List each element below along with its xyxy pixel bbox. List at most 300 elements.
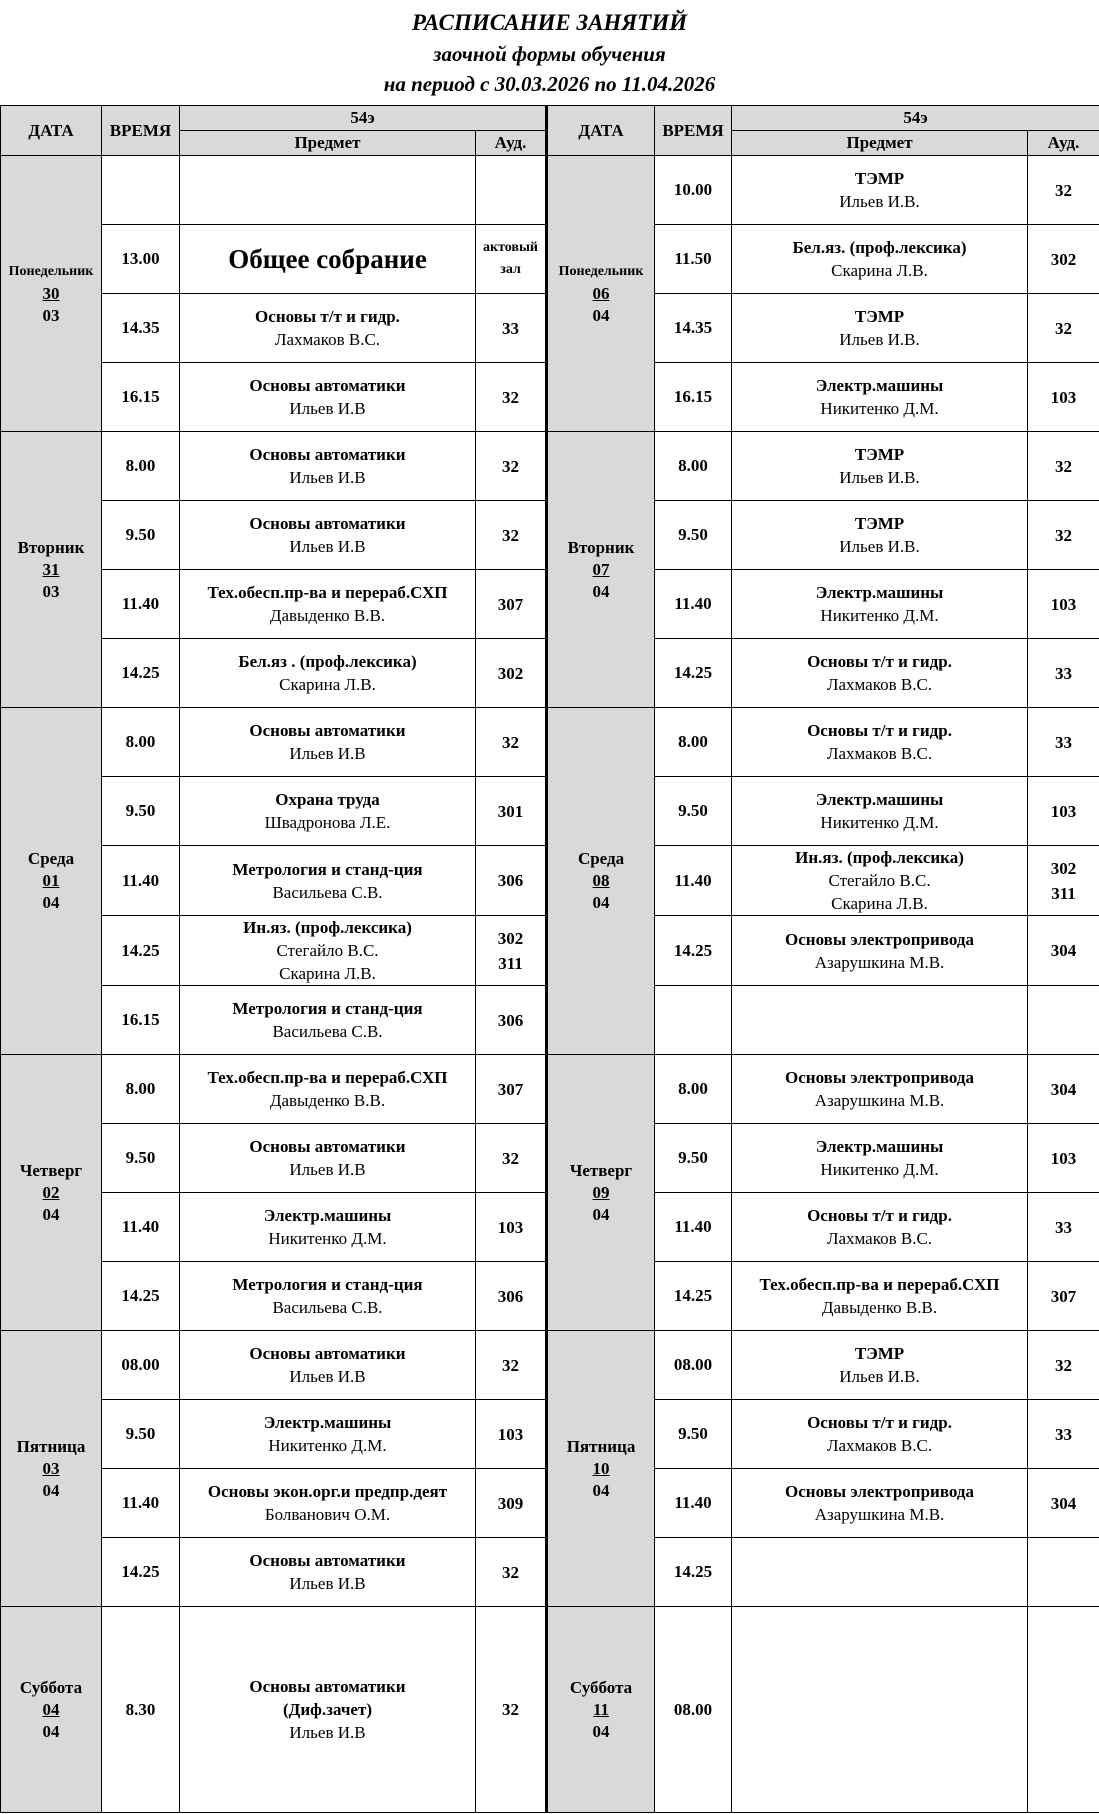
room-cell bbox=[476, 363, 547, 432]
schedule-table bbox=[0, 105, 1099, 1813]
col-header-time: ВРЕМЯ bbox=[102, 106, 180, 156]
day-number: 06 bbox=[592, 283, 610, 303]
day-name: Вторник bbox=[567, 537, 635, 557]
room-number: 32 bbox=[1055, 525, 1073, 545]
general-meeting-cell: Общее собрание bbox=[180, 225, 476, 294]
subject-name: Основы т/т и гидр. bbox=[807, 652, 952, 671]
day-number: 30 bbox=[42, 283, 60, 303]
month-number: 04 bbox=[592, 1721, 610, 1741]
lesson-subject-cell bbox=[180, 916, 476, 986]
room-number: 32 bbox=[1055, 1355, 1073, 1375]
lesson-subject-cell bbox=[732, 1331, 1028, 1400]
subject-name: Электр.машины bbox=[815, 790, 944, 809]
schedule-row bbox=[1, 1055, 1099, 1124]
lesson-subject-cell bbox=[732, 1124, 1028, 1193]
lesson-subject-cell bbox=[180, 1607, 476, 1813]
subject-name: Тех.обесп.пр-ва и перераб.СХП bbox=[759, 1275, 1000, 1294]
room-number: 301 bbox=[497, 801, 524, 821]
lesson-subject-cell bbox=[180, 1331, 476, 1400]
room-number: 304 bbox=[1050, 1079, 1077, 1099]
lesson-time: 11.40 bbox=[655, 1469, 732, 1538]
teacher-name: Васильева С.В. bbox=[272, 1298, 383, 1317]
lesson-time: 9.50 bbox=[102, 1400, 180, 1469]
day-number: 03 bbox=[42, 1458, 60, 1478]
teacher-name: Давыденко В.В. bbox=[269, 1091, 386, 1110]
day-cell bbox=[1, 708, 102, 1055]
room-number: 302 bbox=[1050, 249, 1077, 269]
room-cell bbox=[476, 1331, 547, 1400]
room-cell bbox=[1028, 1607, 1099, 1813]
room-cell bbox=[1028, 294, 1099, 363]
teacher-name: Никитенко Д.М. bbox=[820, 606, 939, 625]
lesson-time: 11.40 bbox=[102, 1193, 180, 1262]
room-cell bbox=[476, 432, 547, 501]
day-name: Пятница bbox=[16, 1436, 86, 1456]
day-name: Среда bbox=[27, 849, 75, 868]
teacher-name: Ильев И.В bbox=[289, 399, 366, 418]
subject-name: Метрология и станд-ция bbox=[232, 999, 423, 1018]
lesson-time: 14.25 bbox=[655, 639, 732, 708]
lesson-subject-cell bbox=[180, 570, 476, 639]
room-number: 32 bbox=[502, 1700, 519, 1719]
room-cell bbox=[1028, 1400, 1099, 1469]
teacher-name: Стегайло В.С. bbox=[828, 871, 931, 890]
subject-name: Основы автоматики bbox=[249, 1677, 406, 1696]
lesson-subject-cell bbox=[180, 986, 476, 1055]
teacher-name: Ильев И.В. bbox=[839, 468, 920, 487]
subject-name: Основы электропривода bbox=[785, 1482, 975, 1501]
col-header-room: Ауд. bbox=[1028, 131, 1099, 156]
room-cell bbox=[476, 156, 547, 225]
lesson-subject-cell bbox=[732, 916, 1028, 986]
subject-name: Основы т/т и гидр. bbox=[807, 721, 952, 740]
subject-name: Основы электропривода bbox=[785, 1068, 975, 1087]
teacher-name: Ильев И.В bbox=[289, 1723, 366, 1742]
subject-name: ТЭМР bbox=[854, 514, 905, 533]
subject-name: Метрология и станд-ция bbox=[232, 859, 423, 879]
lesson-time: 11.40 bbox=[655, 570, 732, 639]
day-cell bbox=[547, 1607, 655, 1813]
lesson-subject-cell bbox=[180, 1124, 476, 1193]
room-cell bbox=[1028, 846, 1099, 916]
room-number: 32 bbox=[502, 732, 519, 752]
teacher-name: Никитенко Д.М. bbox=[820, 813, 939, 832]
month-number: 04 bbox=[592, 1480, 610, 1500]
day-cell bbox=[547, 708, 655, 1055]
day-number: 31 bbox=[42, 559, 60, 579]
lesson-subject-cell bbox=[732, 225, 1028, 294]
lesson-time bbox=[655, 986, 732, 1055]
teacher-name: Никитенко Д.М. bbox=[820, 1160, 939, 1179]
lesson-subject-cell bbox=[180, 501, 476, 570]
subject-name: Ин.яз. (проф.лексика) bbox=[243, 918, 412, 937]
room-number: 307 bbox=[497, 594, 524, 614]
period-label: на период с 30.03.2026 по 11.04.2026 bbox=[383, 72, 716, 96]
room-number: 32 bbox=[1055, 180, 1073, 200]
room-number: 32 bbox=[502, 1148, 519, 1168]
col-header-date: ДАТА bbox=[547, 106, 655, 156]
room-number: 302 bbox=[1050, 858, 1077, 878]
subject-name: Электр.машины bbox=[815, 583, 944, 602]
lesson-time: 11.40 bbox=[102, 570, 180, 639]
teacher-name: Скарина Л.В. bbox=[279, 675, 376, 694]
lesson-time: 14.25 bbox=[102, 639, 180, 708]
room-cell bbox=[476, 639, 547, 708]
room-cell bbox=[476, 916, 547, 986]
lesson-subject-cell bbox=[732, 708, 1028, 777]
day-name: Понедельник bbox=[8, 263, 94, 279]
day-name: Вторник bbox=[17, 537, 85, 557]
lesson-subject-cell bbox=[180, 1400, 476, 1469]
lesson-time: 16.15 bbox=[102, 363, 180, 432]
lesson-subject-cell bbox=[180, 639, 476, 708]
day-cell bbox=[547, 156, 655, 432]
day-name: Пятница bbox=[566, 1436, 636, 1456]
lesson-time: 8.00 bbox=[102, 708, 180, 777]
lesson-time: 14.25 bbox=[655, 1262, 732, 1331]
subject-name: ТЭМР bbox=[854, 445, 905, 464]
lesson-subject-cell bbox=[732, 986, 1028, 1055]
day-name: Среда bbox=[577, 849, 625, 868]
lesson-time: 9.50 bbox=[102, 1124, 180, 1193]
room-cell bbox=[476, 1262, 547, 1331]
lesson-subject-cell bbox=[180, 1193, 476, 1262]
lesson-time: 14.25 bbox=[655, 1538, 732, 1607]
subject-name: Основы автоматики bbox=[249, 376, 406, 395]
room-cell bbox=[1028, 1262, 1099, 1331]
subject-name: Тех.обесп.пр-ва и перераб.СХП bbox=[207, 1068, 448, 1087]
day-cell bbox=[1, 156, 102, 432]
room-number: 33 bbox=[1055, 1217, 1073, 1237]
lesson-subject-cell bbox=[732, 1262, 1028, 1331]
subject-name: Основы автоматики bbox=[249, 721, 406, 740]
subject-name: Электр.машины bbox=[815, 376, 944, 395]
teacher-name: Ильев И.В bbox=[289, 1367, 366, 1386]
subject-name: Основы автоматики bbox=[249, 1551, 406, 1570]
day-cell bbox=[547, 1331, 655, 1607]
room-cell bbox=[1028, 1331, 1099, 1400]
room-number: 33 bbox=[1055, 663, 1073, 683]
room-number: 306 bbox=[497, 1010, 524, 1030]
month-number: 04 bbox=[42, 1204, 60, 1224]
room-cell bbox=[476, 708, 547, 777]
subject-name: Основы экон.орг.и предпр.деят bbox=[207, 1482, 448, 1501]
teacher-name: Давыденко В.В. bbox=[269, 606, 386, 625]
room-cell bbox=[1028, 986, 1099, 1055]
col-header-group: 54э bbox=[732, 106, 1099, 131]
room-cell bbox=[1028, 639, 1099, 708]
col-header-subject: Предмет bbox=[180, 131, 476, 156]
lesson-time: 08.00 bbox=[102, 1331, 180, 1400]
subject-name: Основы автоматики bbox=[249, 514, 406, 533]
lesson-time: 14.25 bbox=[102, 1262, 180, 1331]
month-number: 04 bbox=[42, 1480, 60, 1500]
teacher-name: Стегайло В.С. bbox=[276, 941, 379, 960]
subject-name: Тех.обесп.пр-ва и перераб.СХП bbox=[207, 583, 448, 602]
day-number: 11 bbox=[592, 1699, 610, 1719]
day-name: Понедельник bbox=[558, 263, 644, 279]
lesson-time bbox=[102, 156, 180, 225]
subject-name: Бел.яз. (проф.лексика) bbox=[792, 238, 967, 257]
room-cell bbox=[1028, 1055, 1099, 1124]
subject-name: Основы т/т и гидр. bbox=[807, 1413, 952, 1432]
teacher-name: Ильев И.В. bbox=[839, 1367, 920, 1386]
lesson-subject-cell bbox=[180, 1055, 476, 1124]
lesson-subject-cell bbox=[180, 1262, 476, 1331]
schedule-row bbox=[1, 1607, 1099, 1813]
teacher-name: Скарина Л.В. bbox=[831, 261, 928, 280]
schedule-row bbox=[1, 708, 1099, 777]
lesson-subject-cell bbox=[732, 1538, 1028, 1607]
room-number: 309 bbox=[497, 1493, 524, 1513]
room-cell bbox=[1028, 501, 1099, 570]
lesson-time: 11.40 bbox=[655, 846, 732, 916]
page-title: РАСПИСАНИЕ ЗАНЯТИЙ bbox=[411, 10, 688, 35]
lesson-subject-cell bbox=[732, 777, 1028, 846]
subject-name: Основы автоматики bbox=[249, 1137, 406, 1156]
subject-name: Электр.машины bbox=[263, 1413, 392, 1432]
lesson-time: 14.25 bbox=[655, 916, 732, 986]
subject-note: (Диф.зачет) bbox=[283, 1700, 372, 1719]
day-number: 09 bbox=[592, 1182, 610, 1202]
room-cell bbox=[476, 986, 547, 1055]
room-number: 32 bbox=[502, 387, 519, 407]
room-cell bbox=[1028, 570, 1099, 639]
lesson-subject-cell bbox=[180, 777, 476, 846]
room-cell bbox=[476, 294, 547, 363]
lesson-time: 11.40 bbox=[102, 1469, 180, 1538]
teacher-name: Ильев И.В bbox=[289, 1574, 366, 1593]
teacher-name: Ильев И.В bbox=[289, 1160, 366, 1179]
lesson-time: 9.50 bbox=[655, 1400, 732, 1469]
lesson-time: 8.00 bbox=[655, 708, 732, 777]
lesson-time: 11.40 bbox=[102, 846, 180, 916]
subject-name: Основы автоматики bbox=[249, 1344, 406, 1363]
col-header-subject: Предмет bbox=[732, 131, 1028, 156]
room-number: 32 bbox=[502, 456, 519, 476]
schedule-row bbox=[1, 432, 1099, 501]
room-cell bbox=[476, 225, 547, 294]
teacher-name: Никитенко Д.М. bbox=[268, 1229, 387, 1248]
room-cell bbox=[476, 777, 547, 846]
teacher-name: Лахмаков В.С. bbox=[826, 675, 933, 694]
teacher-name: Ильев И.В bbox=[289, 468, 366, 487]
lesson-subject-cell bbox=[180, 708, 476, 777]
col-header-time: ВРЕМЯ bbox=[655, 106, 732, 156]
lesson-subject-cell bbox=[180, 846, 476, 916]
lesson-subject-cell bbox=[732, 570, 1028, 639]
room-number: 103 bbox=[1050, 594, 1077, 614]
room-number: 32 bbox=[1055, 456, 1073, 476]
day-number: 10 bbox=[592, 1458, 610, 1478]
room-cell bbox=[476, 1607, 547, 1813]
room-number: 33 bbox=[1055, 1424, 1073, 1444]
lesson-time: 11.50 bbox=[655, 225, 732, 294]
lesson-time: 16.15 bbox=[655, 363, 732, 432]
day-number: 02 bbox=[42, 1182, 60, 1202]
lesson-time: 8.00 bbox=[102, 1055, 180, 1124]
teacher-name: Азарушкина М.В. bbox=[814, 1505, 945, 1524]
teacher-name: Давыденко В.В. bbox=[821, 1298, 938, 1317]
teacher-name: Ильев И.В. bbox=[839, 192, 920, 211]
room-number: актовый зал bbox=[483, 240, 538, 277]
room-cell bbox=[476, 1193, 547, 1262]
room-number: 32 bbox=[502, 1562, 519, 1582]
room-number: 33 bbox=[1055, 732, 1073, 752]
room-cell bbox=[1028, 1538, 1099, 1607]
room-number: 306 bbox=[497, 871, 524, 890]
subject-name: ТЭМР bbox=[854, 307, 905, 326]
day-cell bbox=[1, 1055, 102, 1331]
lesson-time: 8.00 bbox=[102, 432, 180, 501]
room-number: 307 bbox=[1050, 1286, 1077, 1306]
room-number: 302 bbox=[497, 663, 524, 683]
room-cell bbox=[1028, 1124, 1099, 1193]
room-number: 103 bbox=[1050, 387, 1077, 407]
lesson-subject-cell bbox=[732, 294, 1028, 363]
col-header-group: 54э bbox=[180, 106, 547, 131]
month-number: 04 bbox=[42, 1721, 60, 1741]
lesson-time: 14.25 bbox=[102, 916, 180, 986]
lesson-time: 10.00 bbox=[655, 156, 732, 225]
lesson-time: 14.35 bbox=[655, 294, 732, 363]
subject-name: Бел.яз . (проф.лексика) bbox=[238, 652, 417, 671]
room-number: 32 bbox=[502, 1355, 519, 1375]
room-number: 311 bbox=[1051, 883, 1076, 903]
room-cell bbox=[1028, 225, 1099, 294]
lesson-subject-cell bbox=[732, 639, 1028, 708]
month-number: 03 bbox=[42, 305, 60, 325]
lesson-subject-cell bbox=[732, 501, 1028, 570]
month-number: 04 bbox=[592, 305, 610, 325]
lesson-subject-cell bbox=[180, 1469, 476, 1538]
room-cell bbox=[476, 570, 547, 639]
room-cell bbox=[1028, 1469, 1099, 1538]
lesson-time: 8.00 bbox=[655, 1055, 732, 1124]
day-name: Суббота bbox=[19, 1677, 83, 1697]
teacher-name: Азарушкина М.В. bbox=[814, 1091, 945, 1110]
lesson-subject-cell bbox=[732, 846, 1028, 916]
teacher-name: Никитенко Д.М. bbox=[268, 1436, 387, 1455]
teacher-name: Ильев И.В. bbox=[839, 330, 920, 349]
room-number: 304 bbox=[1050, 941, 1077, 960]
lesson-time: 08.00 bbox=[655, 1331, 732, 1400]
room-cell bbox=[1028, 916, 1099, 986]
room-cell bbox=[476, 1400, 547, 1469]
teacher-name: Азарушкина М.В. bbox=[814, 952, 945, 972]
room-cell bbox=[476, 1124, 547, 1193]
room-cell bbox=[476, 1469, 547, 1538]
room-cell bbox=[1028, 1193, 1099, 1262]
month-number: 04 bbox=[42, 893, 60, 912]
teacher-name: Лахмаков В.С. bbox=[826, 1229, 933, 1248]
lesson-subject-cell bbox=[732, 363, 1028, 432]
lesson-subject-cell bbox=[180, 432, 476, 501]
room-number: 307 bbox=[497, 1079, 524, 1099]
lesson-subject-cell bbox=[732, 1400, 1028, 1469]
day-name: Четверг bbox=[19, 1160, 83, 1180]
day-number: 04 bbox=[42, 1699, 60, 1719]
day-name: Суббота bbox=[569, 1677, 633, 1697]
lesson-subject-cell bbox=[732, 432, 1028, 501]
lesson-time: 9.50 bbox=[655, 777, 732, 846]
lesson-subject-cell bbox=[732, 1055, 1028, 1124]
month-number: 04 bbox=[592, 1204, 610, 1224]
teacher-name: Скарина Л.В. bbox=[279, 964, 376, 983]
col-header-room: Ауд. bbox=[476, 131, 547, 156]
subject-name: Электр.машины bbox=[815, 1137, 944, 1156]
room-number: 32 bbox=[1055, 318, 1073, 338]
schedule-row bbox=[1, 156, 1099, 225]
teacher-name: Болванович О.М. bbox=[264, 1505, 391, 1524]
room-number: 306 bbox=[497, 1286, 524, 1306]
teacher-name: Васильева С.В. bbox=[272, 1022, 383, 1041]
teacher-name: Ильев И.В. bbox=[839, 537, 920, 556]
month-number: 04 bbox=[592, 581, 610, 601]
day-number: 08 bbox=[592, 871, 610, 890]
col-header-date: ДАТА bbox=[1, 106, 102, 156]
room-number: 103 bbox=[497, 1424, 524, 1444]
room-number: 103 bbox=[1050, 1148, 1077, 1168]
lesson-subject-cell bbox=[732, 1607, 1028, 1813]
day-cell bbox=[1, 1331, 102, 1607]
month-number: 03 bbox=[42, 581, 60, 601]
lesson-time: 14.35 bbox=[102, 294, 180, 363]
room-number: 302 bbox=[497, 928, 524, 948]
room-cell bbox=[476, 1055, 547, 1124]
day-cell bbox=[1, 1607, 102, 1813]
teacher-name: Никитенко Д.М. bbox=[820, 399, 939, 418]
teacher-name: Лахмаков В.С. bbox=[826, 1436, 933, 1455]
lesson-subject-cell bbox=[180, 363, 476, 432]
subject-name: Основы т/т и гидр. bbox=[255, 307, 400, 326]
teacher-name: Ильев И.В bbox=[289, 744, 366, 763]
page-subtitle: заочной формы обучения bbox=[433, 42, 666, 66]
subject-name: Ин.яз. (проф.лексика) bbox=[795, 848, 964, 867]
teacher-name: Лахмаков В.С. bbox=[826, 744, 933, 763]
lesson-time: 8.00 bbox=[655, 432, 732, 501]
lesson-subject-cell bbox=[180, 294, 476, 363]
room-number: 311 bbox=[498, 953, 523, 973]
day-cell bbox=[547, 432, 655, 708]
subject-name: ТЭМР bbox=[854, 1344, 905, 1363]
schedule-row bbox=[1, 1331, 1099, 1400]
day-cell bbox=[547, 1055, 655, 1331]
room-number: 33 bbox=[502, 318, 519, 338]
subject-name: Основы т/т и гидр. bbox=[807, 1206, 952, 1225]
lesson-subject-cell bbox=[180, 156, 476, 225]
lesson-subject-cell bbox=[732, 1469, 1028, 1538]
lesson-time: 9.50 bbox=[102, 501, 180, 570]
subject-name: Основы электропривода bbox=[785, 929, 975, 949]
day-number: 07 bbox=[592, 559, 610, 579]
room-cell bbox=[476, 846, 547, 916]
room-cell bbox=[1028, 777, 1099, 846]
lesson-subject-cell bbox=[180, 1538, 476, 1607]
day-cell bbox=[1, 432, 102, 708]
lesson-time: 11.40 bbox=[655, 1193, 732, 1262]
lesson-time: 8.30 bbox=[102, 1607, 180, 1813]
lesson-time: 9.50 bbox=[655, 501, 732, 570]
room-cell bbox=[1028, 432, 1099, 501]
room-cell bbox=[476, 501, 547, 570]
room-number: 32 bbox=[502, 525, 519, 545]
room-cell bbox=[476, 1538, 547, 1607]
room-number: 304 bbox=[1050, 1493, 1077, 1513]
subject-name: ТЭМР bbox=[854, 169, 905, 188]
lesson-time: 13.00 bbox=[102, 225, 180, 294]
room-cell bbox=[1028, 363, 1099, 432]
